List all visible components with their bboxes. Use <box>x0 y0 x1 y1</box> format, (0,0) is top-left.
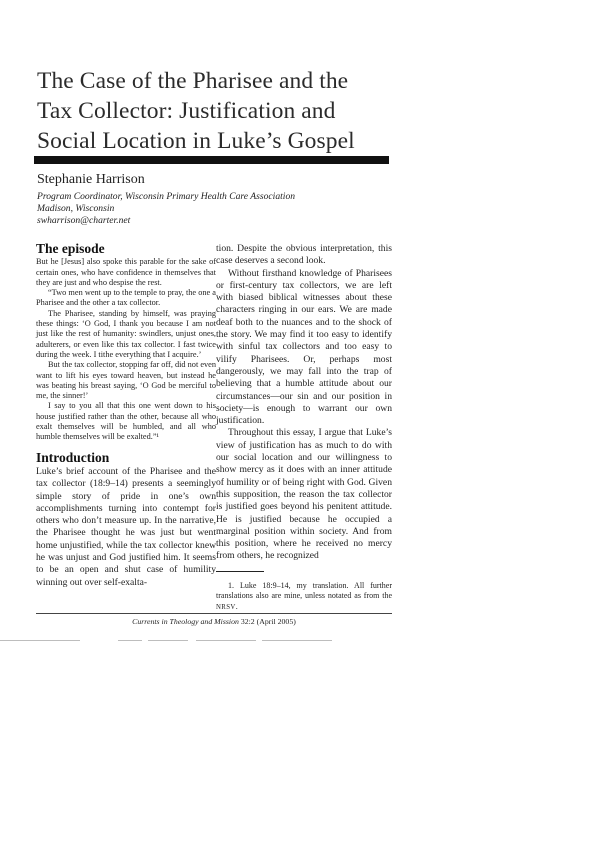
quote-paragraph: I say to you all that this one went down to his house justified rather than the other, because all who exalt themselves will be humbled, and all who humble themselves will be exalted.”¹ <box>36 401 216 442</box>
heading-episode: The episode <box>36 241 105 256</box>
body-paragraph: Throughout this essay, I argue that Luke’s view of justification has as much to do with our social location and our willingness to show mercy as it does with an inner attitude of humility or of being right with God. Given this supposition, the reason the tax collector is justified goes beyond his penitent attitude. He is justified because he occupied a marginal position within society. And from this position, where he received no mercy from others, he recognized <box>216 427 392 562</box>
affiliation-location: Madison, Wisconsin <box>37 203 115 214</box>
author-affiliation <box>37 191 367 227</box>
parable-quote <box>36 257 216 442</box>
title-line-3: Social Location in Luke’s Gospel <box>37 128 355 154</box>
body-paragraph: Without firsthand knowledge of Pharisees or first-century tax collectors, we are left with biased biblical witnesses about these characters ringing in our ears. We are made deaf both to the nuances and to the shock of the story. We may find it too easy to identify with sinful tax collectors and too easy to vilify Pharisees. Or, perhaps most dangerously, we may fall into the trap of believing that a humble attitude about our circumstances—our sin and our position in society—is enough to warrant our own justification. <box>216 267 392 427</box>
left-column <box>36 243 216 589</box>
body-paragraph: Luke’s brief account of the Pharisee and the tax collector (18:9–14) presents a seemingly simple story of pride in one’s own accomplishments turning into contempt for others who don’t measure up. In the narrative, the Pharisee thought he was just but went home unjustified, while the tax collector knew he was unjust and God justified him. It seems to be an open and shut case of humility winning out over self-exalta- <box>36 465 216 588</box>
body-paragraph: tion. Despite the obvious interpretation, this case deserves a second look. <box>216 243 392 267</box>
title-line-1: The Case of the Pharisee and the <box>37 68 349 94</box>
title-rule-bar <box>34 156 389 164</box>
journal-name: Currents in Theology and Mission <box>132 617 239 626</box>
footnote-text: 1. Luke 18:9–14, my translation. All further translations also are mine, unless notated as from the <box>216 580 392 601</box>
quote-paragraph: But the tax collector, stopping far off, did not even want to lift his eyes toward heaven, but instead he was beating his breast saying, ‘O God be merciful to me, the sinner!’ <box>36 360 216 401</box>
title-line-2: Tax Collector: Justification and <box>37 98 336 124</box>
right-column <box>216 243 392 613</box>
author-email: swharrison@charter.net <box>37 215 131 226</box>
running-footer <box>36 613 392 626</box>
footnote-rule <box>216 571 264 572</box>
footnote-smallcaps: NRSV <box>216 603 236 611</box>
article-title <box>37 66 437 156</box>
heading-introduction: Introduction <box>36 449 110 465</box>
affiliation-role: Program Coordinator, Wisconsin Primary Health Care Association <box>37 191 296 202</box>
footnote <box>216 581 392 614</box>
footnote-end: . <box>235 601 238 611</box>
quote-paragraph: But he [Jesus] also spoke this parable for the sake of certain ones, who have confidence in themselves that they are just and who despise the rest. <box>36 257 216 287</box>
author-name: Stephanie Harrison <box>37 172 145 187</box>
journal-issue: 32:2 (April 2005) <box>238 617 296 626</box>
quote-paragraph: “Two men went up to the temple to pray, the one a Pharisee and the other a tax collector. <box>36 288 216 308</box>
quote-paragraph: The Pharisee, standing by himself, was praying these things: ‘O God, I thank you because I am not just like the rest of humanity: swindlers, unjust ones, adulterers, or even like this tax collector. I fast twice during the week. I tithe everything that I acquire.’ <box>36 308 216 359</box>
scan-artifact <box>0 640 595 642</box>
